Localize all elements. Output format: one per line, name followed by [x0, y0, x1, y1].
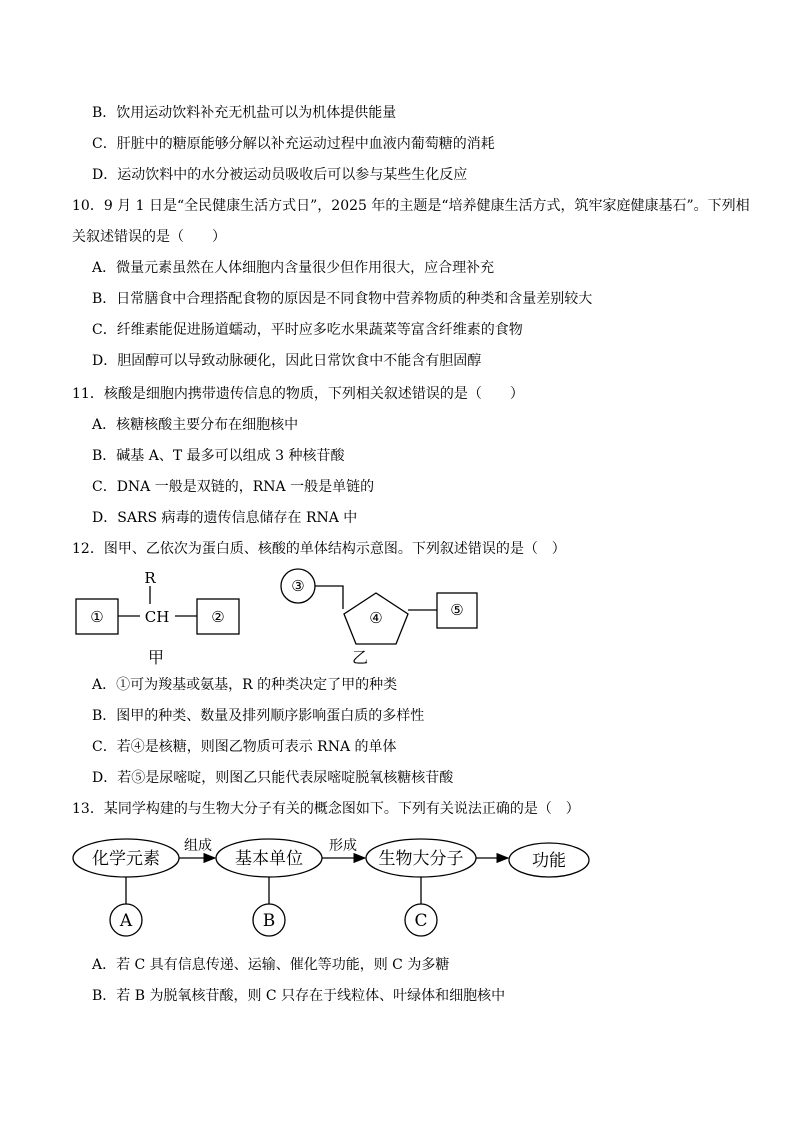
q12-option-d: D．若⑤是尿嘧啶，则图乙只能代表尿嘧啶脱氧核糖核苷酸: [92, 770, 454, 786]
q9-option-b: B．饮用运动饮料补充无机盐可以为机体提供能量: [92, 105, 397, 121]
q11-option-c: C．DNA 一般是双链的，RNA 一般是单链的: [92, 479, 375, 495]
q11-stem: 11．核酸是细胞内携带遗传信息的物质，下列相关叙述错误的是（ ）: [72, 386, 524, 402]
q10-stem-line2: 关叙述错误的是（ ）: [72, 229, 226, 245]
q12-circle-3-label: ③: [291, 577, 305, 595]
q13-node-function-label: 功能: [532, 851, 566, 871]
q12-option-c: C．若④是核糖，则图乙物质可表示 RNA 的单体: [92, 739, 397, 755]
q9-option-c: C．肝脏中的糖原能够分解以补充运动过程中血液内葡萄糖的消耗: [92, 136, 495, 152]
q12-pentagon-4-label: ④: [369, 609, 383, 627]
q12-ch-label: CH: [144, 608, 170, 626]
q11-option-d: D．SARS 病毒的遗传信息储存在 RNA 中: [92, 510, 358, 526]
q10-stem-line1: 10．9 月 1 日是“全民健康生活方式日”，2025 年的主题是“培养健康生活方式，筑牢家庭健康基石”。下列相: [72, 198, 750, 214]
q12-r-label: R: [144, 569, 156, 587]
q12-box-5-label: ⑤: [450, 601, 464, 619]
q12-box-1-label: ①: [90, 608, 104, 626]
q13-circle-a-label: A: [119, 911, 133, 931]
q12-caption-jia: 甲: [147, 648, 165, 667]
q13-node-chemical-elements-label: 化学元素: [92, 849, 160, 869]
q13-option-a: A．若 C 具有信息传递、运输、催化等功能，则 C 为多糖: [92, 957, 450, 973]
q12-option-b: B．图甲的种类、数量及排列顺序影响蛋白质的多样性: [92, 708, 425, 724]
q13-node-basic-unit-label: 基本单位: [235, 849, 303, 869]
q12-phosphate-bond: [315, 586, 343, 609]
q9-option-d: D．运动饮料中的水分被运动员吸收后可以参与某些生化反应: [92, 167, 468, 183]
q13-node-macromolecule-label: 生物大分子: [378, 849, 464, 869]
q12-box-2-label: ②: [211, 608, 225, 626]
q13-edge-form-label: 形成: [329, 838, 357, 854]
q13-option-b: B．若 B 为脱氧核苷酸，则 C 只存在于线粒体、叶绿体和细胞核中: [92, 988, 506, 1004]
q13-concept-map: [70, 826, 610, 944]
q13-circle-b-label: B: [262, 911, 276, 931]
q12-monomer-figure: [60, 564, 500, 672]
q13-circle-c-label: C: [414, 911, 428, 931]
q11-option-b: B．碱基 A、T 最多可以组成 3 种核苷酸: [92, 448, 345, 464]
q11-option-a: A．核糖核酸主要分布在细胞核中: [92, 417, 299, 433]
q13-edge-compose-label: 组成: [184, 838, 212, 854]
q10-option-c: C．纤维素能促进肠道蠕动，平时应多吃水果蔬菜等富含纤维素的食物: [92, 322, 523, 338]
q12-caption-yi: 乙: [351, 648, 369, 667]
q10-option-d: D．胆固醇可以导致动脉硬化，因此日常饮食中不能含有胆固醇: [92, 353, 482, 369]
q13-stem: 13．某同学构建的与生物大分子有关的概念图如下。下列有关说法正确的是（ ）: [72, 801, 580, 817]
q12-option-a: A．①可为羧基或氨基，R 的种类决定了甲的种类: [92, 677, 398, 693]
q12-stem: 12．图甲、乙依次为蛋白质、核酸的单体结构示意图。下列叙述错误的是（ ）: [72, 541, 566, 557]
q10-option-b: B．日常膳食中合理搭配食物的原因是不同食物中营养物质的种类和含量差别较大: [92, 291, 593, 307]
q10-option-a: A．微量元素虽然在人体细胞内含量很少但作用很大，应合理补充: [92, 260, 495, 276]
